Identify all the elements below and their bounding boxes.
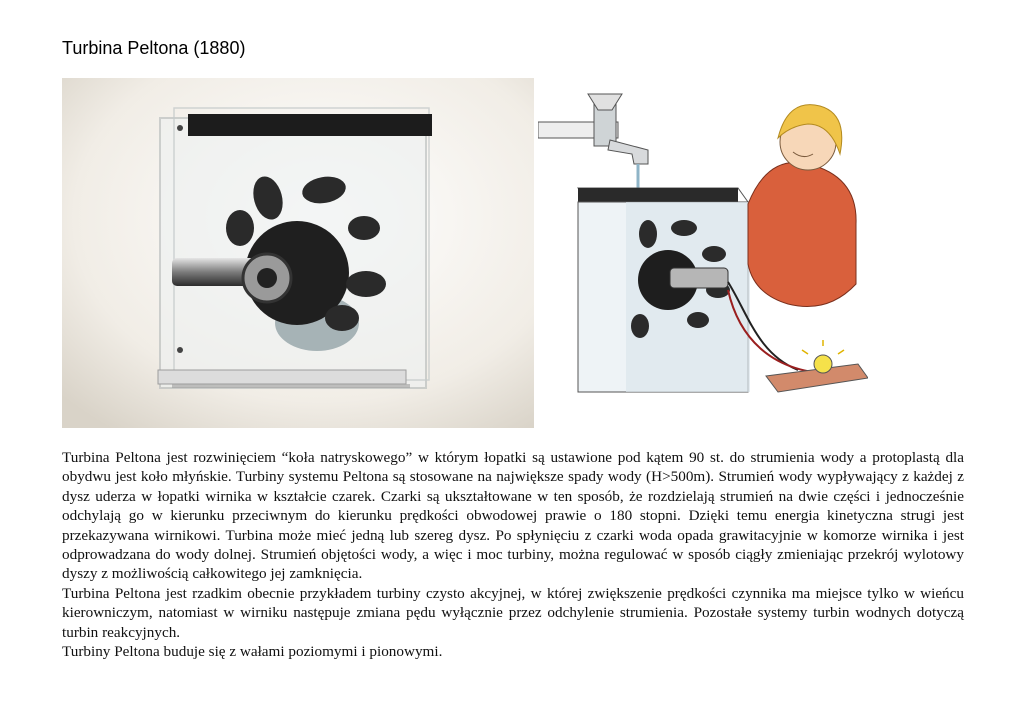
description-text [62,448,964,661]
paragraph: Turbina Peltona jest rzadkim obecnie przykładem turbiny czysto akcyjnej, w której zwiększenie prędkości czynnika ma miejsce tylko w wieńcu kierowniczym, natomiast w wirniku następuje zmiana pędu wyłącznie przez odchylenie strumienia. Pozostałe systemy turbin wodnych dotyczą turbin reakcyjnych. [62,584,964,641]
pelton-turbine-photo [62,78,534,428]
pelton-turbine-illustration [538,84,868,424]
paragraph: Turbiny Peltona buduje się z wałami poziomymi i pionowymi. [62,643,443,661]
page-title: Turbina Peltona (1880) [62,38,246,58]
paragraph: Turbina Peltona jest rozwinięciem “koła natryskowego” w którym łopatki są ustawione pod kątem 90 st. do strumienia wody a protoplastą dla obydwu jest koło młyńskie. Turbiny systemu Peltona są stosowane na największe spady wody (H>500m). Strumień wody wypływający z każdej z dysz uderza w łopatki wirnika w kształcie czarek. Czarki są ukształtowane w ten sposób, że rozdzielają strumień na dwie części i jednocześnie odchylają go w kierunku przeciwnym do kierunku prędkości obwodowej prawie o 180 stopni. Dzięki temu energia kinetyczna strugi jest przekazywana wirnikowi. Turbina może mieć jedną lub szereg dysz. Po spłynięciu z czarki woda opada grawitacyjnie w komorze wirnika i jest odprowadzana do wody dolnej. Strumień objętości wody, a więc i moc turbiny, można regulować w sposób ciągły zmieniając przekrój wylotowy dyszy z możliwością całkowitego jej zamknięcia. [62,449,964,583]
